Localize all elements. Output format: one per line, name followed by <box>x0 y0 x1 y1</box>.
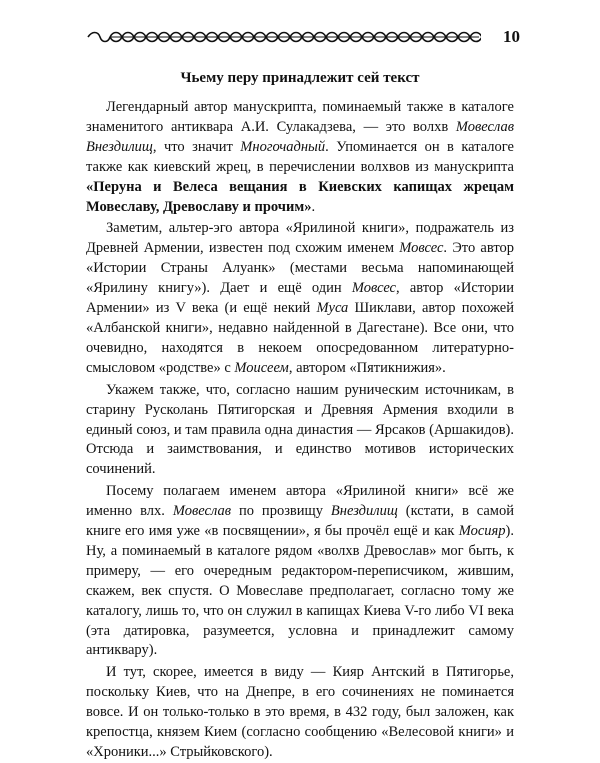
italic-name: Многочадный <box>240 138 326 155</box>
italic-name: Моисеем <box>234 359 289 376</box>
italic-name: Мовеслав Внездилищ <box>86 118 514 155</box>
paragraph <box>86 219 514 378</box>
text-run: Легендарный автор манускрипта, поминаемый также в каталоге знаменитого антиквара А.И. Сулакадзева, — это волхв <box>86 99 514 135</box>
italic-name: Мовеслав <box>172 503 231 520</box>
italic-name: Мовсес <box>351 280 396 297</box>
paragraph <box>86 482 514 661</box>
text-run: И тут, скорее, имеется в виду — Кияр Антский в Пятигорье, поскольку Киев, что на Днепре, в его сочинениях не поминается вовсе. И он только-только в это время, в 432 году, был заложен, как крепостца, князем Кием (согласно сообщению «Велесовой книги» и «Хроники...» Стрыйковского). <box>86 664 514 760</box>
text-run: , что значит <box>152 138 241 155</box>
braided-rule-ornament-icon <box>86 29 481 45</box>
section-title: Чьему перу принадлежит сей текст <box>180 70 420 86</box>
text-run: , автором «Пятикнижия». <box>288 359 446 376</box>
paragraph <box>86 381 514 481</box>
italic-name: Внездилищ <box>330 503 398 520</box>
running-header <box>86 26 520 48</box>
page-number: 10 <box>503 27 520 46</box>
text-run: (кстати, в самой книге его имя уже «в посвящении», я бы прочёл ещё и как <box>86 503 514 540</box>
text-run: Укажем также, что, согласно нашим руническим источникам, в старину Русколань Пятигорская и Древняя Армения входили в единый союз, и там правила одна династия — Ярсаков (Аршакидов). Отсюда и заимствования, и единство мотивов исторических сочинений. <box>86 381 514 478</box>
italic-name: Муса <box>316 300 349 317</box>
text-run: ). Ну, а поминаемый в каталоге рядом «волхв Древослав» мог быть, к примеру, — его очередным редактором-переписчиком, жившим, скажем, век спустя. О Мовеславе предполагает, согласно тому же каталогу, лишь то, что он служил в капищах Киева V-го либо VI века (эта датировка, разумеется, условна и принадлежит самому антиквару). <box>86 523 514 659</box>
italic-name: Мовсес <box>399 240 444 257</box>
paragraph <box>86 663 514 763</box>
bold-text: «Перуна и Велеса вещания в Киевских капищах жрецам Мовеславу, Древославу и прочим» <box>86 178 514 215</box>
body-text <box>86 98 514 763</box>
text-run: . <box>311 198 316 215</box>
text-run: . Это автор «Истории Страны Алуанк» (местами весьма напоминающей «Ярилину книгу»). Дает и ещё один <box>86 240 514 297</box>
paragraph <box>86 98 514 217</box>
italic-name: Мосияр <box>458 523 506 540</box>
text-run: . Упоминается он в каталоге также как киевский жрец, в перечислении волхвов из манускрипта <box>86 138 514 175</box>
text-run: по прозвищу <box>231 503 331 520</box>
text-run: Заметим, альтер-эго автора «Ярилиной книги», подражатель из Древней Армении, известен под схожим именем <box>86 220 514 257</box>
text-run: Шиклави, автор похожей «Албанской книги», недавно найденной в Дагестане). Все они, что очевидно, находятся в некоем опосредованном литературно-смысловом «родстве» с <box>86 300 514 376</box>
text-run: , автор «Истории Армении» из V века (и ещё некий <box>86 280 514 317</box>
text-run: Посему полагаем именем автора «Ярилиной книги» всё же именно влх. <box>86 483 514 520</box>
